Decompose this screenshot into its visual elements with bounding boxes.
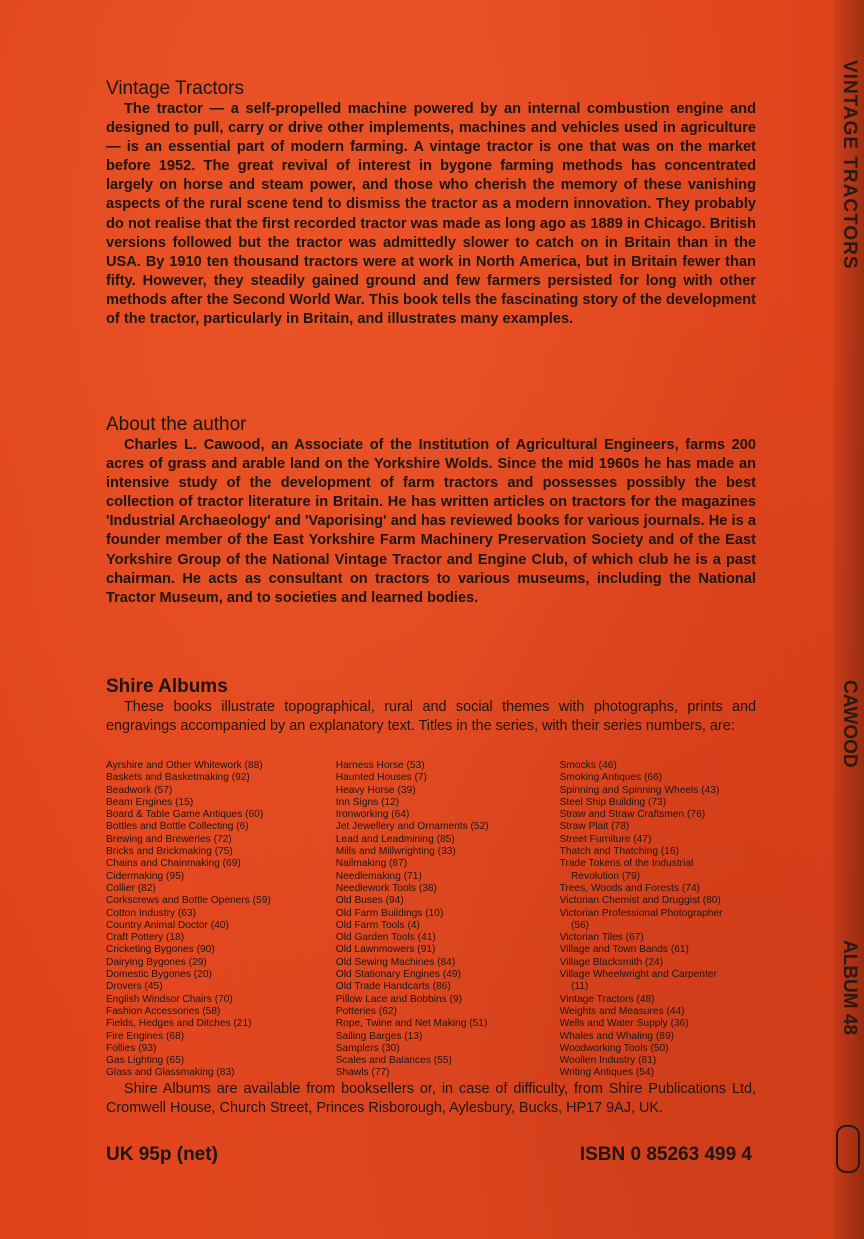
list-item: Mills and Millwrighting (33) <box>335 846 456 858</box>
list-item: Fire Engines (68) <box>106 1030 185 1042</box>
spine-album-number: ALBUM 48 <box>839 940 860 1036</box>
list-item: Village and Town Bands (61) <box>559 944 689 956</box>
list-item: Smoking Antiques (66) <box>559 772 663 784</box>
list-item: Beadwork (57) <box>106 784 173 796</box>
list-item: Old Garden Tools (41) <box>335 932 436 944</box>
list-item: Baskets and Basketmaking (92) <box>106 772 250 784</box>
list-item: Fields, Hedges and Ditches (21) <box>106 1018 252 1030</box>
list-item: Board & Table Game Antiques (60) <box>106 809 264 821</box>
section-heading: About the author <box>106 414 247 435</box>
list-item: (56) <box>559 919 590 931</box>
list-item: Gas Lighting (65) <box>106 1055 185 1067</box>
list-item: Bricks and Brickmaking (75) <box>106 846 233 858</box>
list-item: Cotton Industry (63) <box>106 907 197 919</box>
list-item: Spinning and Spinning Wheels (43) <box>559 784 720 796</box>
spine-title: VINTAGE TRACTORS <box>839 60 860 270</box>
list-item: Dairying Bygones (29) <box>106 956 207 968</box>
list-item: Rope, Twine and Net Making (51) <box>335 1018 488 1030</box>
list-item: Harness Horse (53) <box>335 760 425 771</box>
shire-albums-section <box>106 676 756 735</box>
section-heading: Vintage Tractors <box>106 78 245 99</box>
list-item: Craft Pottery (18) <box>106 932 185 944</box>
list-item: Old Buses (94) <box>335 895 404 907</box>
list-item: Nailmaking (87) <box>335 858 408 870</box>
list-item: Brewing and Breweries (72) <box>106 833 232 845</box>
list-item: Corkscrews and Bottle Openers (59) <box>106 895 271 907</box>
list-item: Haunted Houses (7) <box>335 772 427 784</box>
list-item: Whales and Whaling (89) <box>559 1030 675 1042</box>
book-spine <box>834 0 864 1239</box>
list-item: Writing Antiques (54) <box>559 1067 654 1079</box>
list-item: Victorian Chemist and Druggist (80) <box>559 895 721 907</box>
list-item: Fashion Accessories (58) <box>106 1005 221 1017</box>
list-item: Smocks (46) <box>559 760 617 771</box>
spine-author: CAWOOD <box>839 680 860 768</box>
list-item: Trade Tokens of the Industrial <box>559 858 694 870</box>
list-item: Chains and Chainmaking (69) <box>106 858 241 870</box>
list-item: (11) <box>559 981 589 993</box>
availability-text: Shire Albums are available from booksellers or, in case of difficulty, from Shire Publications Ltd, Cromwell House, Church Street, Princes Risborough, Aylesbury, Bucks, HP17 9AJ, UK. <box>106 1081 756 1116</box>
section-body: Charles L. Cawood, an Associate of the Institution of Agricultural Engineers, farms 200 acres of grass and arable land on the Yorkshire Wolds. Since the mid 1960s he has made an intensive study of the development of farm tractors and possesses possibly the best collection of tractor literature in Britain. He has written articles on tractors for the magazines 'Industrial Archaeology' and 'Vaporising' and has reviewed books for various journals. He is a founder member of the East Yorkshire Farm Machinery Preservation Society and of the East Yorkshire Group of the National Vintage Tractor and Engine Club, of which club he is a past chairman. He acts as consultant on tractors to various museums, including the National Tractor Museum, and to societies and learned bodies. <box>106 437 756 606</box>
list-item: Domestic Bygones (20) <box>106 969 212 981</box>
publisher-logo-icon <box>836 1125 860 1173</box>
list-item: Collier (82) <box>106 882 156 894</box>
price: UK 95p (net) <box>106 1144 218 1165</box>
titles-column-1 <box>106 760 336 1080</box>
list-item: Victorian Professional Photographer <box>559 907 723 919</box>
list-item: Needlemaking (71) <box>335 870 422 882</box>
list-item: Vintage Tractors (48) <box>559 993 655 1005</box>
list-item: Trees, Woods and Forests (74) <box>559 882 701 894</box>
titles-column-3 <box>560 760 756 1080</box>
list-item: Old Sewing Machines (84) <box>335 956 456 968</box>
section-intro: These books illustrate topographical, rural and social themes with photographs, prints and engravings accompanied by an explanatory text. Titles in the series, with their series numbers, are: <box>106 699 756 734</box>
titles-column-2 <box>336 760 560 1080</box>
list-item: Heavy Horse (39) <box>335 784 416 796</box>
list-item: Inn Signs (12) <box>335 796 400 808</box>
list-item: Ironworking (64) <box>335 809 410 821</box>
list-item: Samplers (30) <box>335 1042 400 1054</box>
list-item: Straw Plait (78) <box>559 821 630 833</box>
list-item: Old Farm Tools (4) <box>335 919 420 931</box>
list-item: Cidermaking (95) <box>106 870 185 882</box>
titles-list <box>106 760 756 1080</box>
list-item: Village Blacksmith (24) <box>559 956 664 968</box>
list-item: Country Animal Doctor (40) <box>106 919 229 931</box>
list-item: English Windsor Chairs (70) <box>106 993 233 1005</box>
list-item: Old Lawnmowers (91) <box>335 944 436 956</box>
list-item: Revolution (79) <box>559 870 641 882</box>
list-item: Wells and Water Supply (36) <box>559 1018 689 1030</box>
list-item: Needlework Tools (38) <box>335 882 437 894</box>
list-item: Glass and Glassmaking (83) <box>106 1067 235 1079</box>
list-item: Follies (93) <box>106 1042 157 1054</box>
vintage-tractors-section <box>106 78 756 329</box>
list-item: Old Trade Handcarts (86) <box>335 981 451 993</box>
list-item: Old Stationary Engines (49) <box>335 969 461 981</box>
list-item: Drovers (45) <box>106 981 163 993</box>
section-body: The tractor — a self-propelled machine powered by an internal combustion engine and designed to pull, carry or drive other implements, machines and vehicles used in agriculture — is an essential part of modern farming. A vintage tractor is one that was on the market before 1952. The great revival of interest in bygone farming methods has concentrated largely on horse and steam power, and those who cherish the memory of these vanishing aspects of the rural scene tend to dismiss the tractor as a modern innovation. They probably do not realise that the first recorded tractor was made as long ago as 1889 in Chicago. British versions followed but the tractor was admittedly slower to catch on in Britain than in the USA. By 1910 ten thousand tractors were at work in North America, but in Britain fewer than fifty. However, they steadily gained ground and few farmers persisted for long with other methods after the Second World War. This book tells the fascinating story of the development of the tractor, particularly in Britain, and illustrates many examples. <box>106 101 756 328</box>
isbn: ISBN 0 85263 499 4 <box>579 1144 752 1165</box>
list-item: Jet Jewellery and Ornaments (52) <box>335 821 489 833</box>
list-item: Lead and Leadmining (85) <box>335 833 455 845</box>
list-item: Potteries (62) <box>335 1005 397 1017</box>
list-item: Village Wheelwright and Carpenter <box>559 969 717 981</box>
list-item: Steel Ship Building (73) <box>559 796 667 808</box>
list-item: Cricketing Bygones (90) <box>106 944 215 956</box>
about-author-section <box>106 414 756 608</box>
list-item: Scales and Balances (55) <box>335 1055 452 1067</box>
list-item: Woodworking Tools (50) <box>559 1042 669 1054</box>
list-item: Victorian Tiles (67) <box>559 932 644 944</box>
list-item: Woollen Industry (81) <box>559 1055 657 1067</box>
list-item: Weights and Measures (44) <box>559 1005 685 1017</box>
list-item: Thatch and Thatching (16) <box>559 846 679 858</box>
list-item: Straw and Straw Craftsmen (76) <box>559 809 706 821</box>
list-item: Bottles and Bottle Collecting (6) <box>106 821 249 833</box>
section-heading: Shire Albums <box>106 676 228 697</box>
list-item: Sailing Barges (13) <box>335 1030 423 1042</box>
list-item: Street Furniture (47) <box>559 833 652 845</box>
list-item: Ayrshire and Other Whitework (88) <box>106 760 263 771</box>
list-item: Shawls (77) <box>335 1067 390 1079</box>
footer <box>106 1144 752 1166</box>
list-item: Beam Engines (15) <box>106 796 194 808</box>
availability-note <box>106 1080 756 1117</box>
list-item: Pillow Lace and Bobbins (9) <box>335 993 463 1005</box>
list-item: Old Farm Buildings (10) <box>335 907 444 919</box>
